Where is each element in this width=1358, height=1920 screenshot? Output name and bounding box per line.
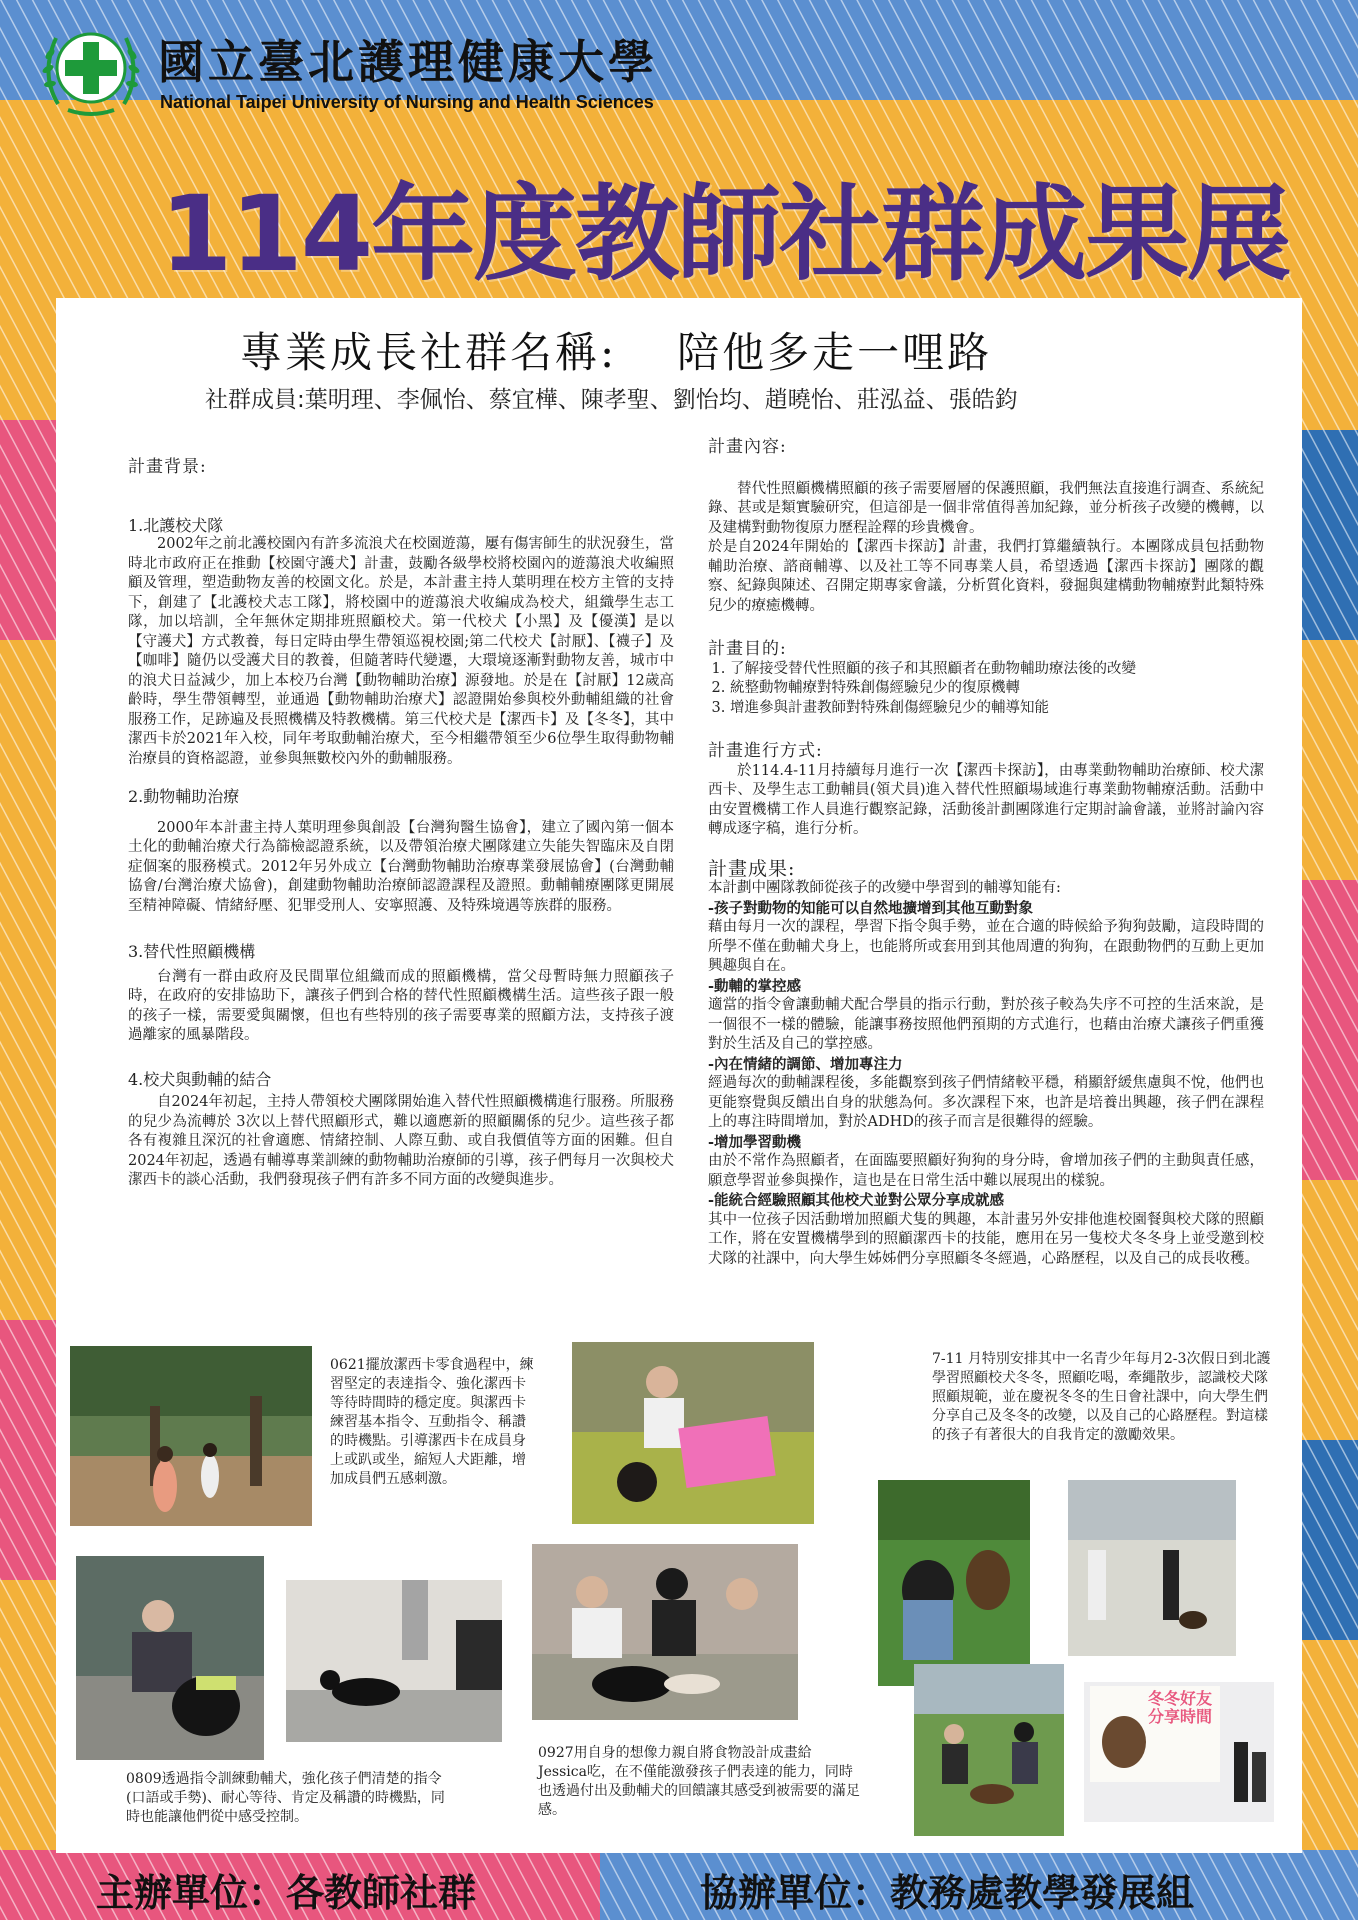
content-text-1: 替代性照顧機構照顧的孩子需要層層的保護照顧，我們無法直接進行調查、系統紀錄、甚或是類實驗研究，但這卻是一個非常值得善加紀錄，並分析孩子改變的機轉，以及建構對動物復原力歷程詮釋的珍貴機會。 [708,480,1264,536]
group-name-value: 陪他多走一哩路 [677,328,993,377]
photo-feeding-activity [532,1544,798,1720]
group-name-label: 專業成長社群名稱: [240,328,618,377]
group-members: 社群成員:葉明理、李佩怡、蔡宜樺、陳孝聖、劉怡均、趙曉怡、莊泓益、張皓鈞 [205,387,1018,413]
section-3-title: 3.替代性照顧機構 [128,942,256,961]
purpose-item: 1. 了解接受替代性照顧的孩子和其照顧者在動物輔助療法後的改變 [730,660,1264,680]
event-title: 114年度教師社群成果展 [160,173,1290,295]
section-1-text: 2002年之前北護校園內有許多流浪犬在校園遊蕩，屢有傷害師生的狀況發生，當時北市政府正在推動【校園守護犬】計畫，鼓勵各級學校將校園內的遊蕩浪犬收編照顧及管理，塑造動物友善的校園文化。於是，本計畫主持人葉明理在校方主管的支持下，創建了【北護校犬志工隊】，將校園中的遊蕩浪犬收編成為校犬，組織學生志工隊，加以培訓，全年無休定期排班照顧校犬。第一代校犬【小黑】及【優漢】是以【守護犬】方式教養，每日定時由學生帶領巡視校園;第二代校犬【討厭】、【襪子】及【咖啡】隨仍以受護犬目的教養，但隨著時代變遷，大環境逐漸對動物友善，城市中的浪犬日益減少，加上本校乃台灣【動物輔助治療】源發地。於是在【討厭】12歲高齡時，學生帶領轉型，並通過【動物輔助治療犬】認證開始參與校外動輔組織的社會服務工作，足跡遍及長照機構及特教機構。第三代校犬是【潔西卡】及【冬冬】，其中潔西卡於2021年入校，同年考取動輔治療犬，至今相繼帶領至少6位學生取得動物輔治療員的資格認證，並參與無數校內外的動輔服務。 [128,536,674,767]
result-5-text: 其中一位孩子因活動增加照顧犬隻的興趣，本計畫另外安排他進校園餐與校犬隊的照顧工作，將在安置機構學到的照顧潔西卡的技能，應用在另一隻校犬冬冬身上並受邀到校犬隊的社課中，向大學生姊姊們分享照顧冬冬經過，心路歷程，以及自己的成長收穫。 [708,1211,1264,1267]
photo-park-walk [70,1346,312,1526]
sharing-sign-text: 冬冬好友分享時間 [1147,1689,1212,1726]
photo-corridor [1068,1480,1236,1656]
method-heading: 計畫進行方式: [708,741,823,761]
caption-0621: 0621擺放潔西卡零食過程中，練習堅定的表達指令、強化潔西卡等待時間時的穩定度。與潔西卡練習基本指令、互動指令、稱讚的時機點。引導潔西卡在成員身上或趴或坐，縮短人犬距離，增加成員們五感刺激。 [330,1357,534,1487]
result-2-text: 適當的指令會讓動輔犬配合學員的指示行動，對於孩子較為失序不可控的生活來說，是一個很不一樣的體驗，能讓事務按照他們預期的方式進行，也藉由治療犬讓孩子們重獲對於生活及自己的掌控感。 [708,997,1264,1052]
section-4-text: 自2024年初起，主持人帶領校犬團隊開始進入替代性照顧機構進行服務。所服務的兒少為流轉於 3次以上替代照顧形式，難以適應新的照顧關係的兒少。這些孩子都各有複雜且深沉的社會適應、情緒控制、人際互動、或自我價值等方面的困難。但自2024年初起，透過有輔導專業訓練的動物輔助治療師的引導，孩子們每月一次與校犬潔西卡的談心活動，我們發現孩子們有許多不同方面的改變與進步。 [128,1094,674,1188]
purpose-item: 2. 統整動物輔療對特殊創傷經驗兒少的復原機轉 [730,679,1264,699]
university-name-en: National Taipei University of Nursing and Health Sciences [160,92,654,112]
results-intro: 本計劃中團隊教師從孩子的改變中學習到的輔導知能有: [708,880,1061,896]
section-1-title: 1.北護校犬隊 [128,515,224,535]
result-1-text: 藉由每月一次的課程，學習下指令與手勢，並在合適的時候給予狗狗鼓勵，這段時間的所學不僅在動輔犬身上，也能將所或套用到其他周遭的狗狗，在跟動物們的互動上更加興趣與自在。 [708,919,1264,974]
university-name-zh: 國立臺北護理健康大學 [158,35,658,89]
caption-0809: 0809透過指令訓練動輔犬，強化孩子們清楚的指令(口語或手勢)、耐心等待、肯定及稱讚的時機點，同時也能讓他們從中感受控制。 [126,1771,445,1825]
section-4-title: 4.校犬與動輔的結合 [128,1069,272,1089]
method-text: 於114.4-11月持續每月進行一次【潔西卡探訪】，由專業動物輔助治療師、校犬潔西卡、及學生志工動輔員(領犬員)進入替代性照顧場域進行專業動物輔療活動。活動中由安置機構工作人員進行觀察記錄，活動後計劃團隊進行定期討論會議，並將討論內容轉成逐字稿，進行分析。 [708,762,1264,837]
photo-sharing-session [1084,1682,1274,1822]
photo-black-dog [286,1580,502,1742]
section-3-text: 台灣有一群由政府及民間單位組織而成的照顧機構，當父母暫時無力照顧孩子時，在政府的安排協助下，讓孩子們到合格的替代性照顧機構生活。這些孩子跟一般的孩子一樣，需要愛與關懷，但也有些特別的孩子需要專業的照顧方法，支持孩子渡過離家的風暴階段。 [128,968,674,1043]
section-2-title: 2.動物輔助治療 [128,787,240,806]
caption-7-11: 7-11 月特別安排其中一名青少年每月2-3次假日到北護學習照顧校犬冬冬，照顧吃喝，牽繩散步，認識校犬隊照顧規範，並在慶祝冬冬的生日會社課中，向大學生們分享自己及冬冬的改變，以及自己的心路歷程。對這樣的孩子有著很大的自我肯定的激勵效果。 [932,1351,1271,1443]
result-1-title: -孩子對動物的知能可以自然地擴增到其他互動對象 [708,899,1034,917]
photo-drawing-activity [572,1342,814,1524]
purpose-item: 3. 增進參與計畫教師對特殊創傷經驗兒少的輔導知能 [730,699,1264,719]
content-heading: 計畫內容: [708,437,787,457]
background-section [128,458,674,1191]
purpose-heading: 計畫目的: [708,639,787,659]
section-2-text: 2000年本計畫主持人葉明理參與創設【台灣狗醫生協會】，建立了國內第一個本土化的動輔治療犬行為篩檢認證系統，以及帶領治療犬團隊建立失能失智臨床及自閉症個案的服務模式。2012年另外成立【台灣動物輔助治療專業發展協會】(台灣動輔協會/台灣治療犬協會)，創建動物輔助治療師認證課程及證照。動輔輔療團隊更開展至精神障礙、情緒紓壓、犯罪受刑人、安寧照護、及特殊境遇等族群的服務。 [128,819,674,914]
purpose-list [708,660,1264,719]
university-logo [38,24,144,120]
result-4-text: 由於不常作為照顧者，在面臨要照顧好狗狗的身分時，會增加孩子們的主動與責任感，願意學習並參與操作，這也是在日常生活中難以展現出的樣貌。 [708,1153,1264,1189]
results-heading: 計畫成果: [708,857,796,880]
content-section [708,438,1264,1269]
result-4-title: -增加學習動機 [708,1133,802,1151]
result-5-title: -能統合經驗照顧其他校犬並對公眾分享成就感 [708,1192,1005,1209]
content-text-2: 於是自2024年開始的【潔西卡探訪】計畫，我們打算繼續執行。本團隊成員包括動物輔助治療、諮商輔導、以及社工等不同專業人員，希望透過【潔西卡探訪】團隊的觀察、紀錄與陳述、召開定期專家會議，分析質化資料，發掘與建構動物輔療對此類特殊兒少的療癒機轉。 [708,539,1264,614]
co-host-unit: 協辦單位：教務處教學發展組 [700,1871,1195,1915]
host-unit: 主辦單位：各教師社群 [96,1871,477,1915]
result-2-title: -動輔的掌控感 [708,977,802,995]
result-3-text: 經過每次的動輔課程後，多能觀察到孩子們情緒較平穩，稍顯舒緩焦慮與不悅，他們也更能察覺與反饋出自身的狀態為何。多次課程下來，也許是培養出興趣，孩子們在課程上的專注時間增加，對於ADHD的孩子而言是很難得的經驗。 [708,1075,1264,1130]
photo-outdoor-group [914,1664,1064,1836]
background-heading: 計畫背景: [128,457,207,477]
caption-0927: 0927用自身的想像力親自將食物設計成畫給Jessica吃，在不僅能激發孩子們表達的能力，同時也透過付出及動輔犬的回饋讓其感受到被需要的滿足感。 [538,1745,860,1818]
group-name [240,320,992,380]
photo-command-training [76,1556,264,1760]
result-3-title: -內在情緒的調節、增加專注力 [708,1055,903,1073]
photo-dog-grass [878,1480,1030,1686]
